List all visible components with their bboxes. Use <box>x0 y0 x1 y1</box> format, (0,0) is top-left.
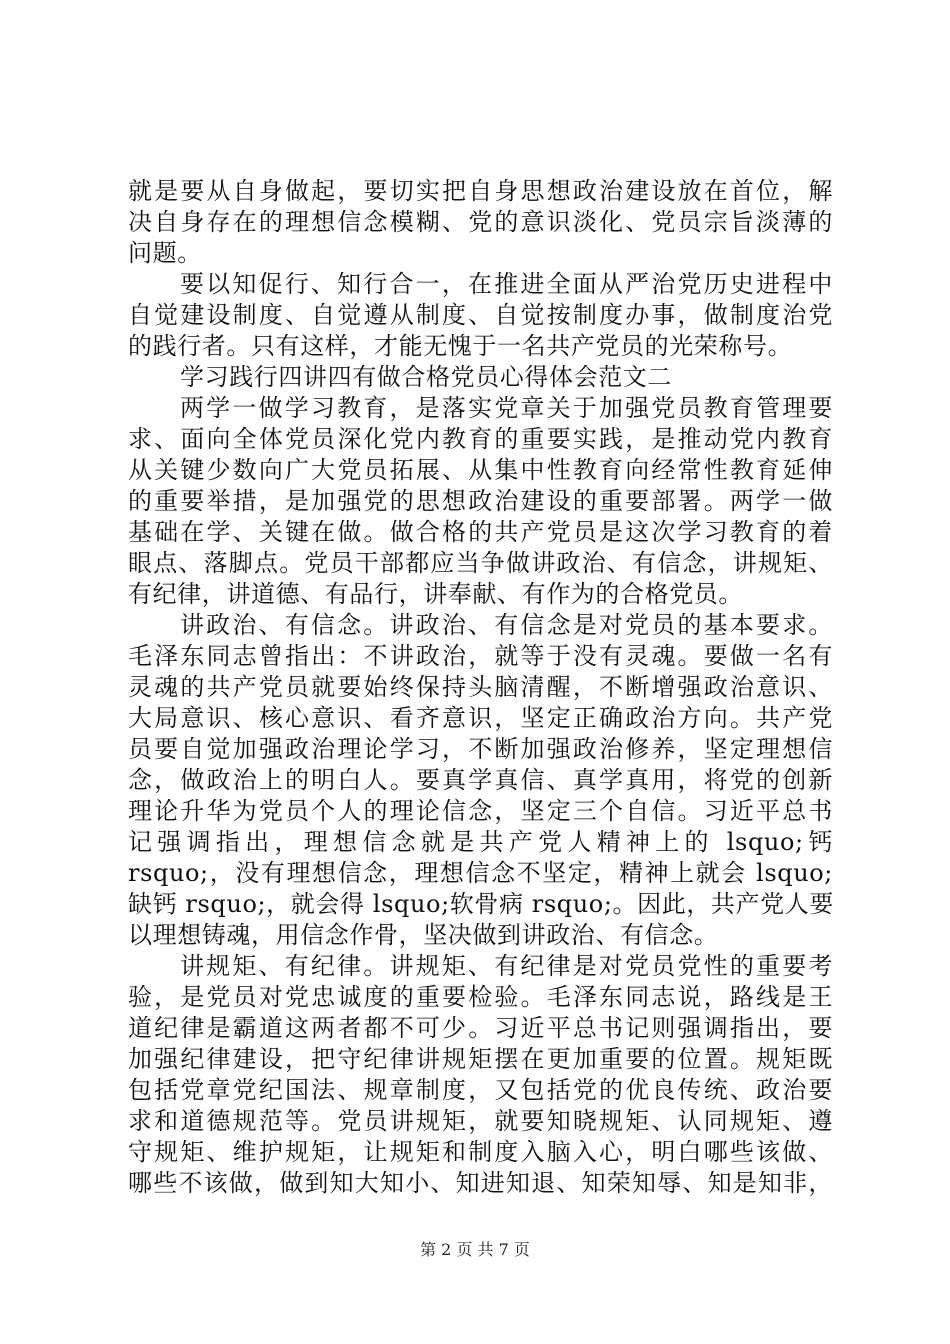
text-line: 眼点、落脚点。党员干部都应当争做讲政治、有信念，讲规矩、 <box>128 549 833 577</box>
paragraph <box>128 393 833 610</box>
text-line: 从关键少数向广大党员拓展、从集中性教育向经常性教育延伸 <box>128 456 833 484</box>
text-line: 的践行者。只有这样，才能无愧于一名共产党员的光荣称号。 <box>128 332 793 360</box>
section-heading <box>128 362 833 393</box>
paragraph <box>128 610 833 951</box>
text-line: 的重要举措，是加强党的思想政治建设的重要部署。两学一做 <box>128 487 833 515</box>
text-line: 两学一做学习教育，是落实党章关于加强党员教育管理要 <box>180 394 833 422</box>
text-line: 要以知促行、知行合一，在推进全面从严治党历史进程中 <box>180 270 833 298</box>
text-line: 理论升华为党员个人的理论信念，坚定三个自信。习近平总书 <box>128 797 833 825</box>
text-line: 决自身存在的理想信念模糊、党的意识淡化、党员宗旨淡薄的 <box>128 208 833 236</box>
text-line: 毛泽东同志曾指出：不讲政治，就等于没有灵魂。要做一名有 <box>128 642 833 670</box>
text-line: 问题。 <box>128 239 202 267</box>
text-line: 念，做政治上的明白人。要真学真信、真学真用，将党的创新 <box>128 766 833 794</box>
text-line: 守规矩、维护规矩，让规矩和制度入脑入心，明白哪些该做、 <box>128 1138 833 1166</box>
text-line: 基础在学、关键在做。做合格的共产党员是这次学习教育的着 <box>128 518 833 546</box>
text-line: 以理想铸魂，用信念作骨，坚决做到讲政治、有信念。 <box>128 921 719 949</box>
page-footer: 第 2 页 共 7 页 <box>420 1240 530 1259</box>
text-line: 有纪律，讲道德、有品行，讲奉献、有作为的合格党员。 <box>128 580 743 608</box>
text-line: 求、面向全体党员深化党内教育的重要实践，是推动党内教育 <box>128 425 833 453</box>
text-line: 讲规矩、有纪律。讲规矩、有纪律是对党员党性的重要考 <box>180 952 833 980</box>
text-line: 就是要从自身做起，要切实把自身思想政治建设放在首位，解 <box>128 177 833 205</box>
paragraph <box>128 269 833 362</box>
text-line: 哪些不该做，做到知大知小、知进知退、知荣知辱、知是知非， <box>128 1169 833 1197</box>
text-line: 道纪律是霸道这两者都不可少。习近平总书记则强调指出，要 <box>128 1014 833 1042</box>
paragraph <box>128 176 833 269</box>
document-body <box>128 176 833 1199</box>
text-line: 记强调指出，理想信念就是共产党人精神上的 lsquo;钙 <box>128 828 833 856</box>
text-line: 求和道德规范等。党员讲规矩，就要知晓规矩、认同规矩、遵 <box>128 1107 833 1135</box>
text-line: 包括党章党纪国法、规章制度，又包括党的优良传统、政治要 <box>128 1076 833 1104</box>
text-line: rsquo;，没有理想信念，理想信念不坚定，精神上就会 lsquo; <box>128 859 833 887</box>
text-line: 缺钙 rsquo;，就会得 lsquo;软骨病 rsquo;。因此，共产党人要 <box>128 890 834 918</box>
text-line: 验，是党员对党忠诚度的重要检验。毛泽东同志说，路线是王 <box>128 983 833 1011</box>
text-line: 灵魂的共产党员就要始终保持头脑清醒，不断增强政治意识、 <box>128 673 833 701</box>
text-line: 大局意识、核心意识、看齐意识，坚定正确政治方向。共产党 <box>128 704 833 732</box>
text-line: 讲政治、有信念。讲政治、有信念是对党员的基本要求。 <box>180 611 833 639</box>
text-line: 学习践行四讲四有做合格党员心得体会范文二 <box>180 363 672 391</box>
paragraph <box>128 951 833 1199</box>
text-line: 员要自觉加强政治理论学习，不断加强政治修养，坚定理想信 <box>128 735 833 763</box>
text-line: 加强纪律建设，把守纪律讲规矩摆在更加重要的位置。规矩既 <box>128 1045 833 1073</box>
text-line: 自觉建设制度、自觉遵从制度、自觉按制度办事，做制度治党 <box>128 301 833 329</box>
